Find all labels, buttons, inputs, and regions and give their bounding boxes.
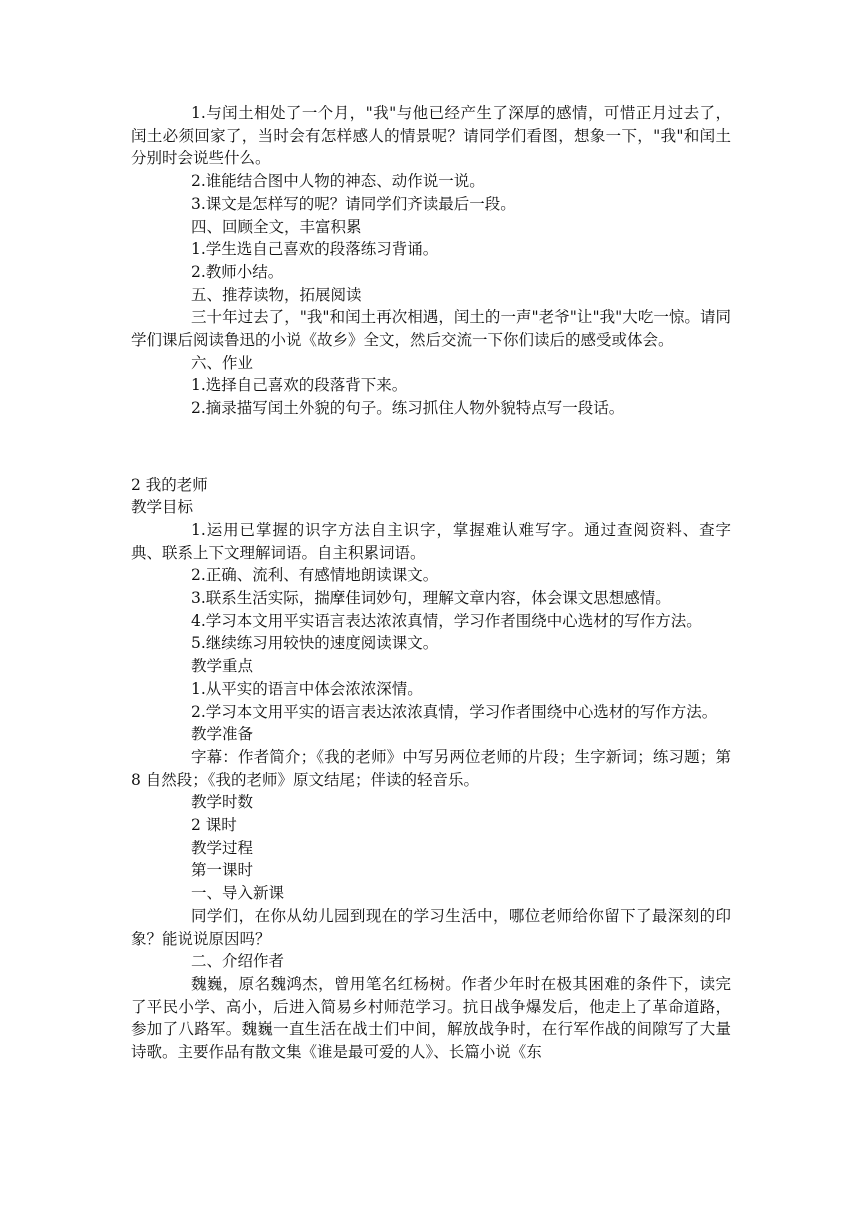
- paragraph: 教学目标: [131, 498, 194, 517]
- paragraph: 四、回顾全文，丰富积累: [191, 217, 362, 236]
- paragraph: 魏巍，原名魏鸿杰，曾用笔名红杨树。作者少年时在极其困难的条件下，读完了平民小学、高小，后进入简易乡村师范学习。抗日战争爆发后，他走上了革命道路，参加了八路军。魏巍一直生活在战士们中间，解放战争时，在行军作战的间隙写了大量诗歌。主要作品有散文集《谁是最可爱的人》、长篇小说《东: [131, 975, 731, 1062]
- paragraph: 一、导入新课: [191, 884, 285, 903]
- paragraph: 1.选择自己喜欢的段落背下来。: [191, 376, 408, 395]
- paragraph: 1.运用已掌握的识字方法自主识字，掌握难认难写字。通过查阅资料、查字典、联系上下文理解词语。自主积累词语。: [131, 520, 731, 562]
- paragraph: 教学重点: [191, 657, 254, 676]
- paragraph: 3.课文是怎样写的呢？请同学们齐读最后一段。: [191, 194, 516, 213]
- paragraph: 1.从平实的语言中体会浓浓深情。: [191, 679, 423, 698]
- document-body: [131, 102, 731, 1064]
- paragraph: 五、推荐读物，拓展阅读: [191, 285, 362, 304]
- paragraph: 教学准备: [191, 725, 254, 744]
- paragraph: 第一课时: [191, 861, 254, 880]
- paragraph: 2.正确、流利、有感情地朗读课文。: [191, 566, 439, 585]
- paragraph: 同学们，在你从幼儿园到现在的学习生活中，哪位老师给你留下了最深刻的印象？能说说原因吗？: [131, 906, 731, 948]
- paragraph: 2.学习本文用平实的语言表达浓浓真情，学习作者围绕中心选材的写作方法。: [191, 702, 718, 721]
- paragraph: 2.教师小结。: [191, 262, 284, 281]
- paragraph: 教学时数: [191, 793, 254, 812]
- paragraph: 2.摘录描写闰土外貌的句子。练习抓住人物外貌特点写一段话。: [191, 399, 625, 418]
- paragraph: 六、作业: [191, 353, 254, 372]
- paragraph: 三十年过去了，"我"和闰土再次相遇，闰土的一声"老爷"让"我"大吃一惊。请同学们课后阅读鲁迅的小说《故乡》全文，然后交流一下你们读后的感受或体会。: [131, 308, 731, 350]
- blank-line: [131, 435, 731, 458]
- paragraph: 1.学生选自己喜欢的段落练习背诵。: [191, 240, 439, 259]
- paragraph: 3.联系生活实际，揣摩佳词妙句，理解文章内容，体会课文思想感情。: [191, 589, 671, 608]
- paragraph: 2 课时: [191, 816, 237, 835]
- paragraph: 教学过程: [191, 838, 254, 857]
- paragraph: 2 我的老师: [131, 475, 208, 494]
- paragraph: 4.学习本文用平实语言表达浓浓真情，学习作者围绕中心选材的写作方法。: [191, 611, 702, 630]
- paragraph: 1.与闰土相处了一个月，"我"与他已经产生了深厚的感情，可惜正月过去了，闰土必须回家了，当时会有怎样感人的情景呢？请同学们看图，想象一下，"我"和闰土分别时会说些什么。: [131, 104, 731, 168]
- paragraph: 字幕：作者简介；《我的老师》中写另两位老师的片段；生字新词；练习题；第 8 自然段；《我的老师》原文结尾；伴读的轻音乐。: [131, 747, 731, 789]
- paragraph: 5.继续练习用较快的速度阅读课文。: [191, 634, 439, 653]
- paragraph: 2.谁能结合图中人物的神态、动作说一说。: [191, 172, 485, 191]
- paragraph: 二、介绍作者: [191, 952, 285, 971]
